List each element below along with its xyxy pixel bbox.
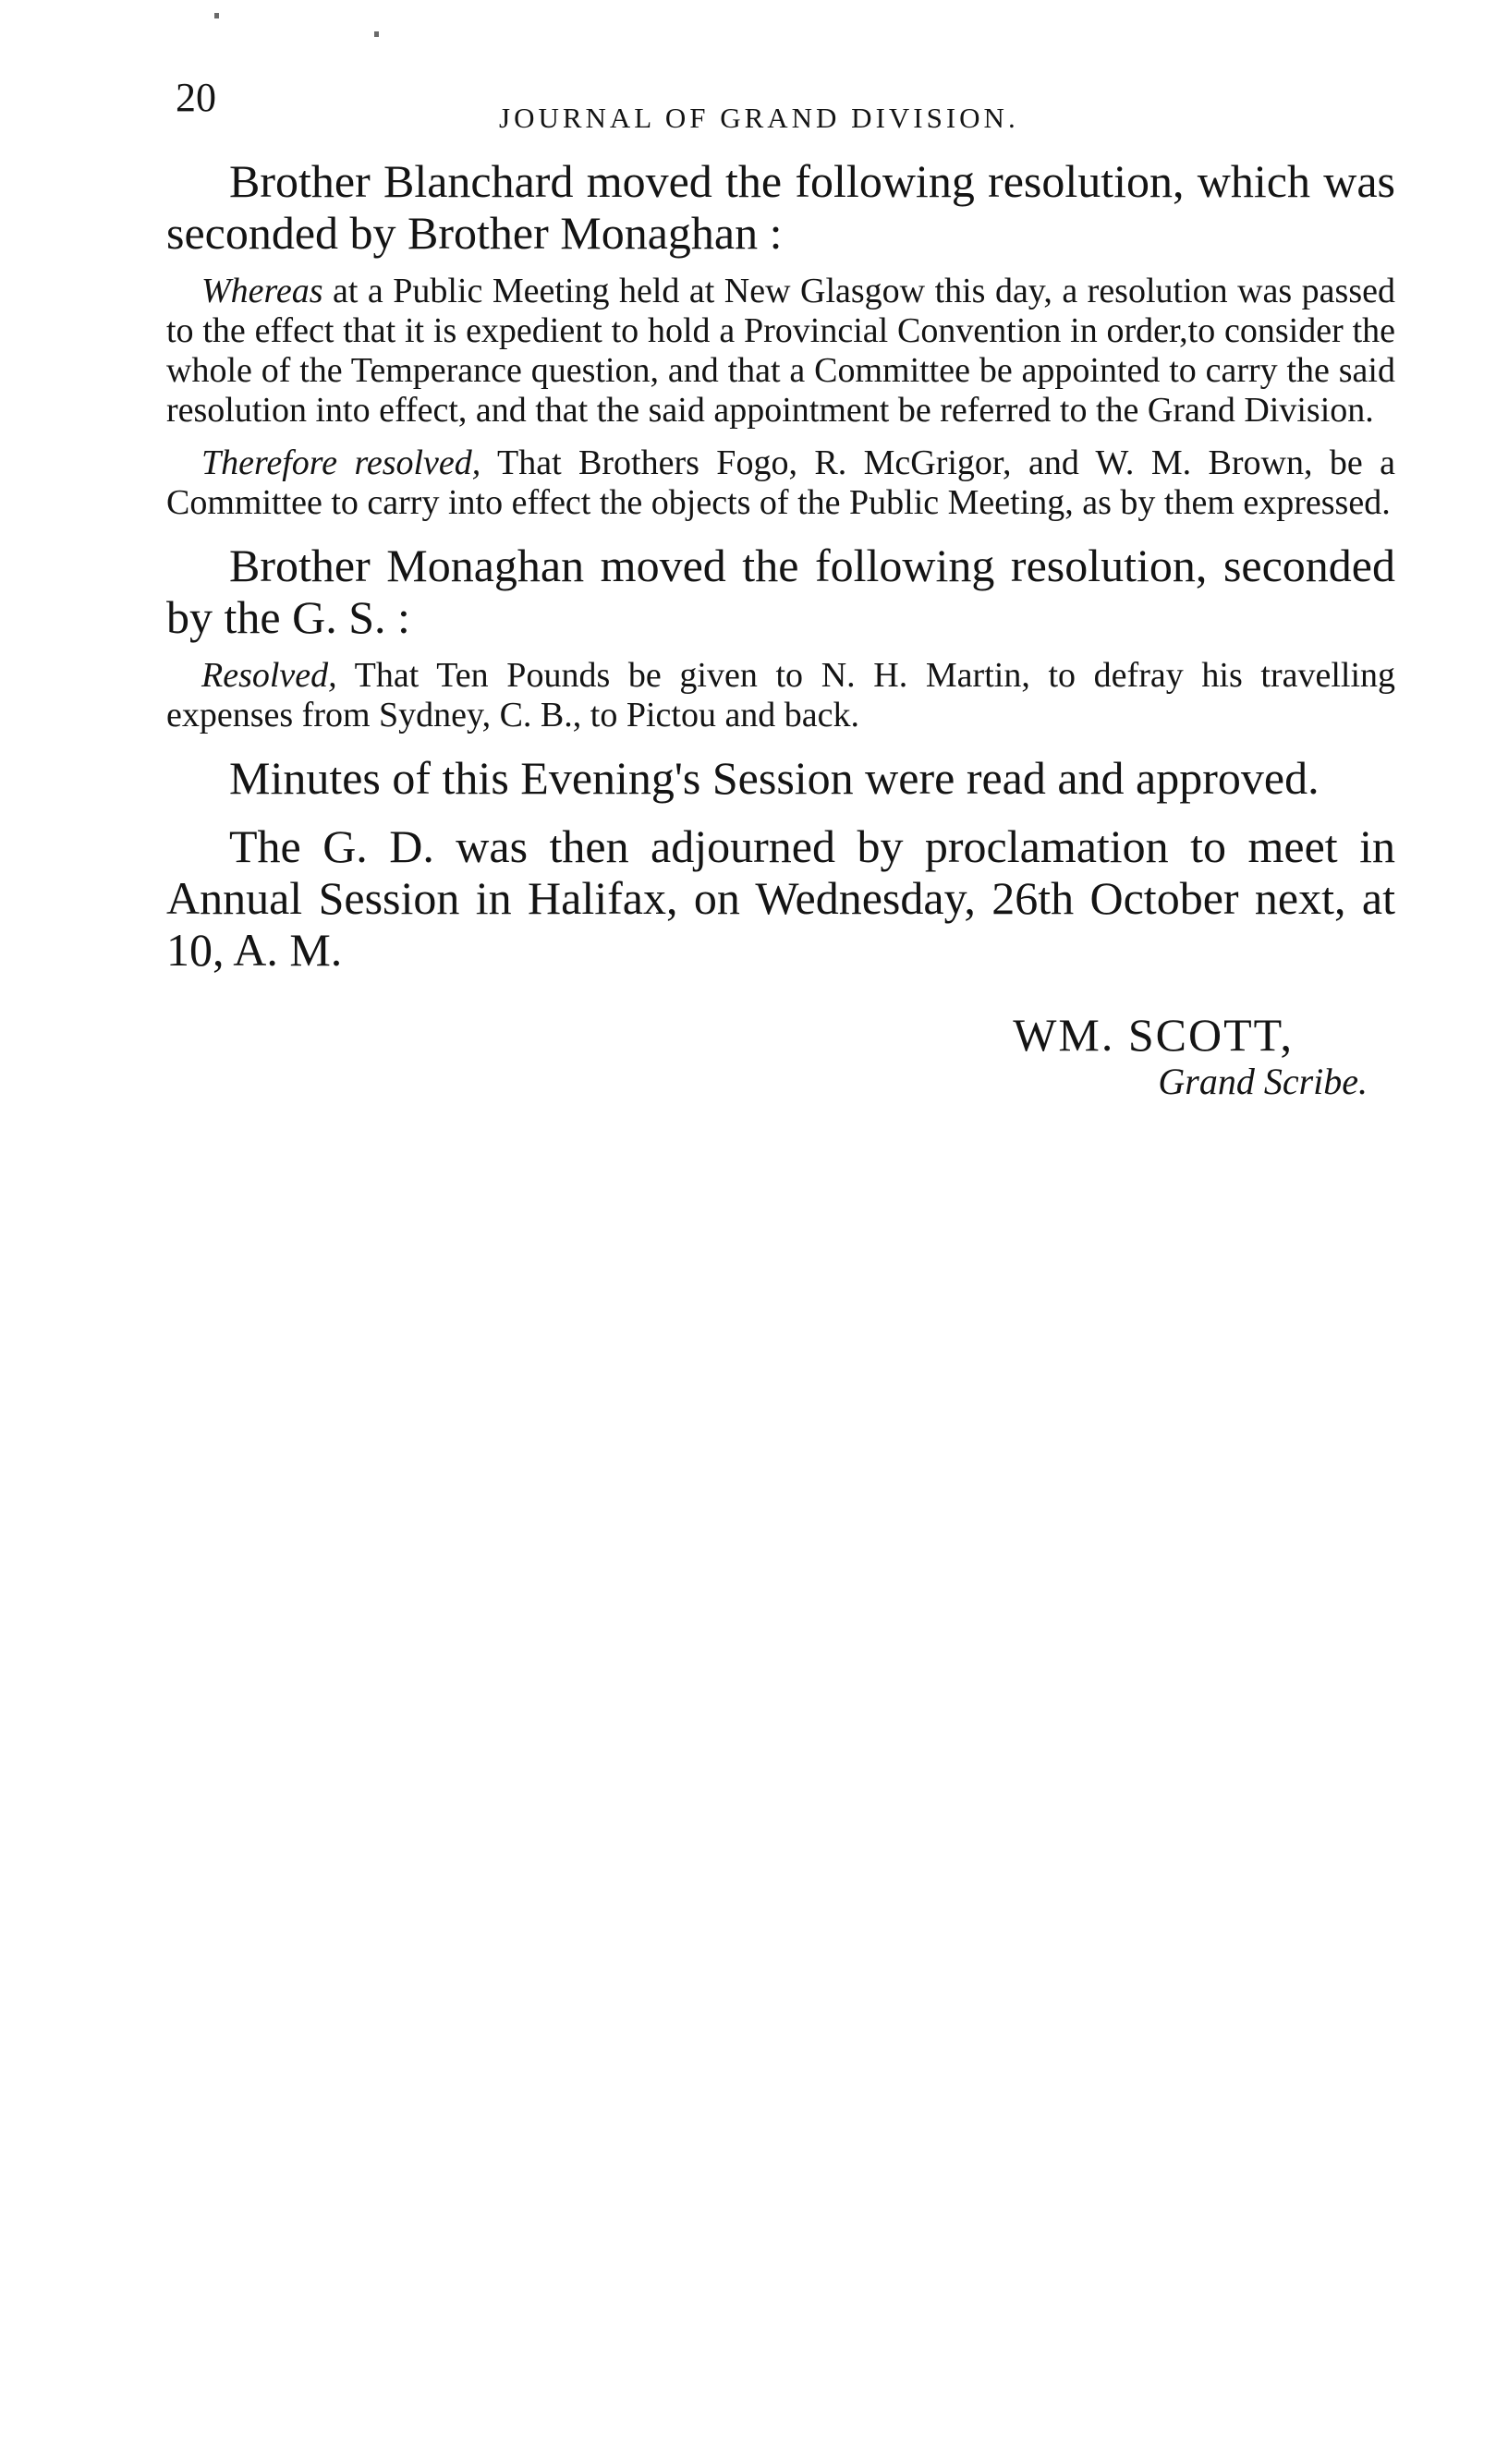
paragraph-lead-italic: Resolved, xyxy=(201,656,337,695)
paragraph-text: Brother Blanchard moved the following resolution, which was seconded by Brother Monaghan : xyxy=(166,155,1395,259)
paragraph-lead-italic: Therefore resolved, xyxy=(201,443,481,482)
paragraph-adjournment xyxy=(166,820,1395,976)
running-title: JOURNAL OF GRAND DIVISION. xyxy=(499,102,1019,134)
paragraph-text: That Ten Pounds be given to N. H. Martin, to defray his travelling expenses from Sydney, C. B., to Pictou and back. xyxy=(166,656,1395,734)
paragraph-blanchard-motion xyxy=(166,155,1395,259)
signature-block xyxy=(166,1009,1395,1103)
scan-speck xyxy=(374,31,379,37)
paragraph-whereas xyxy=(166,272,1395,431)
signature-title: Grand Scribe. xyxy=(1158,1061,1368,1102)
paragraph-resolved xyxy=(166,656,1395,735)
paragraph-text: at a Public Meeting held at New Glasgow this day, a resolution was passed to the effect that it is expedient to hold a Provincial Convention in order,to consider the whole of the Temperance question, and that a Committee be appointed to carry the said resolution into effect, and that the said appointment be referred to the Grand Division. xyxy=(166,272,1395,430)
document-page xyxy=(166,55,1395,1103)
paragraph-lead-italic: Whereas xyxy=(201,272,323,310)
scan-speck xyxy=(214,13,219,18)
paragraph-text: That Brothers Fogo, R. McGrigor, and W. M. Brown, be a Committee to carry into effect the objects of the Public Meeting, as by them expressed. xyxy=(166,443,1395,522)
paragraph-minutes xyxy=(166,752,1395,804)
paragraph-text: Minutes of this Evening's Session were read and approved. xyxy=(229,752,1320,804)
paragraph-therefore-resolved xyxy=(166,443,1395,523)
page-header xyxy=(166,55,1395,139)
signature-name: WM. SCOTT, xyxy=(1013,1009,1294,1061)
paragraph-text: The G. D. was then adjourned by proclamation to meet in Annual Session in Halifax, on Wednesday, 26th October next, at 10, A. M. xyxy=(166,820,1395,976)
page-number: 20 xyxy=(176,75,216,120)
paragraph-text: Brother Monaghan moved the following resolution, seconded by the G. S. : xyxy=(166,540,1395,643)
paragraph-monaghan-motion xyxy=(166,540,1395,643)
